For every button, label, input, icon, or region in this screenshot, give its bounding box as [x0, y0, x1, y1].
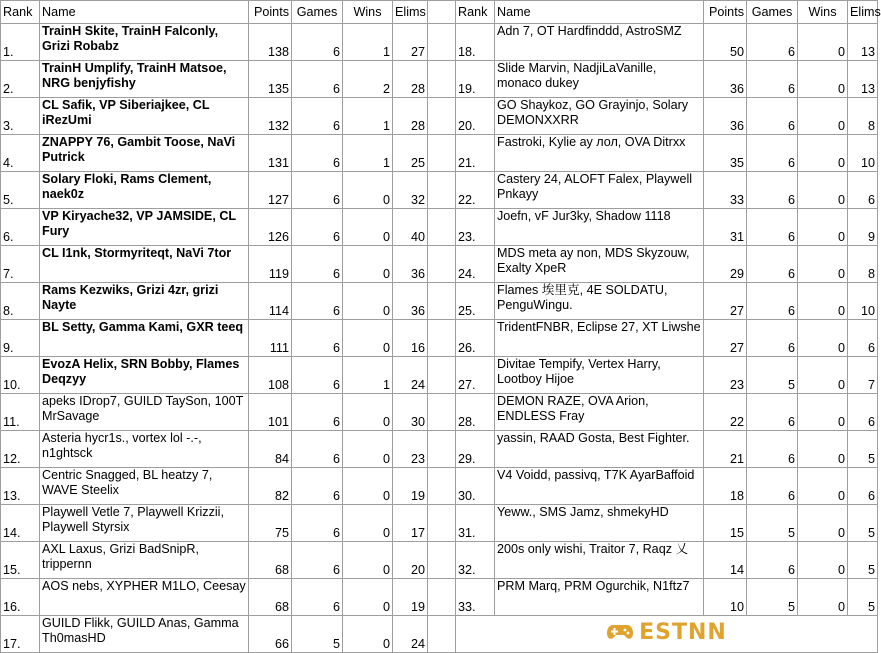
left-games-cell: 6 [292, 468, 343, 505]
right-games-cell: 6 [747, 320, 798, 357]
left-wins-cell: 0 [343, 283, 393, 320]
left-elims-cell: 17 [393, 505, 428, 542]
table-row [1, 468, 878, 505]
right-name-cell: yassin, RAAD Gosta, Best Fighter. [495, 431, 704, 468]
right-name-cell: TridentFNBR, Eclipse 27, XT Liwshe [495, 320, 704, 357]
left-wins-cell: 0 [343, 431, 393, 468]
right-name-cell: PRM Marq, PRM Ogurchik, N1ftz7 [495, 579, 704, 616]
header-wins: Wins [343, 1, 393, 24]
right-rank-cell: 20. [456, 98, 495, 135]
left-rank-cell: 2. [1, 61, 40, 98]
right-wins-cell: 0 [798, 357, 848, 394]
left-points-cell: 68 [249, 542, 292, 579]
left-rank-cell: 12. [1, 431, 40, 468]
right-elims-cell: 5 [848, 579, 878, 616]
table-row [1, 320, 878, 357]
left-wins-cell: 0 [343, 246, 393, 283]
column-gap [428, 542, 456, 579]
column-gap [428, 98, 456, 135]
right-wins-cell: 0 [798, 468, 848, 505]
right-points-cell: 27 [704, 283, 747, 320]
right-points-cell: 22 [704, 394, 747, 431]
right-wins-cell: 0 [798, 24, 848, 61]
header-points: Points [249, 1, 292, 24]
left-name-cell: VP Kiryache32, VP JAMSIDE, CL Fury [40, 209, 249, 246]
column-gap [428, 209, 456, 246]
right-name-cell: V4 Voidd, passivq, T7K AyarBaffoid [495, 468, 704, 505]
right-rank-cell: 19. [456, 61, 495, 98]
left-rank-cell: 11. [1, 394, 40, 431]
left-wins-cell: 0 [343, 209, 393, 246]
right-rank-cell: 18. [456, 24, 495, 61]
right-points-cell: 36 [704, 98, 747, 135]
left-wins-cell: 1 [343, 98, 393, 135]
left-wins-cell: 1 [343, 135, 393, 172]
left-points-cell: 101 [249, 394, 292, 431]
left-games-cell: 6 [292, 172, 343, 209]
left-elims-cell: 25 [393, 135, 428, 172]
gamepad-icon [606, 623, 634, 641]
right-games-cell: 6 [747, 283, 798, 320]
column-gap [428, 246, 456, 283]
header-elims: Elims [848, 1, 878, 24]
left-wins-cell: 0 [343, 172, 393, 209]
column-gap [428, 579, 456, 616]
left-elims-cell: 28 [393, 98, 428, 135]
left-points-cell: 66 [249, 616, 292, 653]
right-elims-cell: 6 [848, 320, 878, 357]
table-row [1, 209, 878, 246]
left-elims-cell: 24 [393, 616, 428, 653]
right-games-cell: 6 [747, 24, 798, 61]
table-row [1, 616, 878, 653]
left-elims-cell: 19 [393, 468, 428, 505]
right-games-cell: 6 [747, 246, 798, 283]
right-wins-cell: 0 [798, 246, 848, 283]
right-games-cell: 6 [747, 468, 798, 505]
right-points-cell: 35 [704, 135, 747, 172]
right-wins-cell: 0 [798, 209, 848, 246]
header-name: Name [495, 1, 704, 24]
right-elims-cell: 10 [848, 283, 878, 320]
left-wins-cell: 2 [343, 61, 393, 98]
table-row [1, 98, 878, 135]
header-name: Name [40, 1, 249, 24]
left-name-cell: AOS nebs, XYPHER M1LO, Ceesay [40, 579, 249, 616]
left-elims-cell: 28 [393, 61, 428, 98]
left-name-cell: CL Safik, VP Siberiajkee, CL iRezUmi [40, 98, 249, 135]
right-rank-cell: 21. [456, 135, 495, 172]
left-points-cell: 135 [249, 61, 292, 98]
right-points-cell: 50 [704, 24, 747, 61]
left-points-cell: 82 [249, 468, 292, 505]
right-games-cell: 6 [747, 209, 798, 246]
left-games-cell: 6 [292, 61, 343, 98]
right-elims-cell: 6 [848, 394, 878, 431]
left-rank-cell: 16. [1, 579, 40, 616]
right-name-cell: Fastroki, Kylie ау лол, OVA Ditrxx [495, 135, 704, 172]
right-rank-cell: 25. [456, 283, 495, 320]
right-games-cell: 6 [747, 172, 798, 209]
left-points-cell: 132 [249, 98, 292, 135]
column-gap [428, 24, 456, 61]
left-points-cell: 75 [249, 505, 292, 542]
right-elims-cell: 5 [848, 505, 878, 542]
header-wins: Wins [798, 1, 848, 24]
right-wins-cell: 0 [798, 98, 848, 135]
left-rank-cell: 6. [1, 209, 40, 246]
header-elims: Elims [393, 1, 428, 24]
left-points-cell: 108 [249, 357, 292, 394]
right-rank-cell: 32. [456, 542, 495, 579]
right-points-cell: 36 [704, 61, 747, 98]
right-wins-cell: 0 [798, 431, 848, 468]
left-elims-cell: 30 [393, 394, 428, 431]
right-rank-cell: 30. [456, 468, 495, 505]
left-games-cell: 5 [292, 616, 343, 653]
left-elims-cell: 19 [393, 579, 428, 616]
right-name-cell: Joefn, vF Jur3ky, Shadow 1118 [495, 209, 704, 246]
left-rank-cell: 8. [1, 283, 40, 320]
left-games-cell: 6 [292, 579, 343, 616]
left-elims-cell: 27 [393, 24, 428, 61]
right-games-cell: 5 [747, 357, 798, 394]
right-name-cell: Flames 埃里克, 4E SOLDATU, PenguWingu. [495, 283, 704, 320]
right-name-cell: 200s only wishi, Traitor 7, Raqz 乂 [495, 542, 704, 579]
left-wins-cell: 1 [343, 357, 393, 394]
left-name-cell: BL Setty, Gamma Kami, GXR teeq [40, 320, 249, 357]
left-name-cell: CL I1nk, Stormyriteqt, NaVi 7tor [40, 246, 249, 283]
left-rank-cell: 5. [1, 172, 40, 209]
right-wins-cell: 0 [798, 579, 848, 616]
right-wins-cell: 0 [798, 542, 848, 579]
left-elims-cell: 23 [393, 431, 428, 468]
header-games: Games [292, 1, 343, 24]
left-points-cell: 138 [249, 24, 292, 61]
left-wins-cell: 0 [343, 468, 393, 505]
right-wins-cell: 0 [798, 320, 848, 357]
left-games-cell: 6 [292, 542, 343, 579]
right-points-cell: 10 [704, 579, 747, 616]
left-points-cell: 114 [249, 283, 292, 320]
right-rank-cell: 27. [456, 357, 495, 394]
right-wins-cell: 0 [798, 135, 848, 172]
left-name-cell: apeks IDrop7, GUILD TaySon, 100T MrSavage [40, 394, 249, 431]
right-wins-cell: 0 [798, 505, 848, 542]
estnn-logo [606, 619, 727, 645]
right-rank-cell: 23. [456, 209, 495, 246]
right-name-cell: MDS meta ay non, MDS Skyzouw, Exalty XpeR [495, 246, 704, 283]
table-row [1, 24, 878, 61]
header-rank: Rank [456, 1, 495, 24]
left-name-cell: AXL Laxus, Grizi BadSnipR, trippernn [40, 542, 249, 579]
right-elims-cell: 8 [848, 98, 878, 135]
column-gap [428, 505, 456, 542]
left-games-cell: 6 [292, 24, 343, 61]
table-row [1, 542, 878, 579]
right-elims-cell: 6 [848, 172, 878, 209]
left-name-cell: Centric Snagged, BL heatzy 7, WAVE Steelix [40, 468, 249, 505]
left-points-cell: 126 [249, 209, 292, 246]
left-rank-cell: 10. [1, 357, 40, 394]
left-games-cell: 6 [292, 431, 343, 468]
left-elims-cell: 36 [393, 246, 428, 283]
left-points-cell: 127 [249, 172, 292, 209]
logo-cell [456, 616, 878, 653]
right-points-cell: 15 [704, 505, 747, 542]
left-rank-cell: 7. [1, 246, 40, 283]
right-points-cell: 29 [704, 246, 747, 283]
left-wins-cell: 0 [343, 320, 393, 357]
right-elims-cell: 13 [848, 61, 878, 98]
left-elims-cell: 36 [393, 283, 428, 320]
table-row [1, 246, 878, 283]
left-games-cell: 6 [292, 209, 343, 246]
column-gap [428, 61, 456, 98]
column-gap [428, 135, 456, 172]
right-points-cell: 21 [704, 431, 747, 468]
left-points-cell: 131 [249, 135, 292, 172]
right-games-cell: 6 [747, 135, 798, 172]
left-games-cell: 6 [292, 98, 343, 135]
left-points-cell: 119 [249, 246, 292, 283]
column-gap [428, 283, 456, 320]
right-points-cell: 27 [704, 320, 747, 357]
right-elims-cell: 6 [848, 468, 878, 505]
left-points-cell: 68 [249, 579, 292, 616]
left-name-cell: Playwell Vetle 7, Playwell Krizzii, Playwell Styrsix [40, 505, 249, 542]
right-name-cell: DEMON RAZE, OVA Arion, ENDLESS Fray [495, 394, 704, 431]
column-gap [428, 468, 456, 505]
right-games-cell: 6 [747, 98, 798, 135]
left-wins-cell: 0 [343, 394, 393, 431]
column-gap [428, 431, 456, 468]
left-rank-cell: 14. [1, 505, 40, 542]
column-gap [428, 357, 456, 394]
header-points: Points [704, 1, 747, 24]
column-gap [428, 320, 456, 357]
table-row [1, 505, 878, 542]
right-rank-cell: 24. [456, 246, 495, 283]
left-points-cell: 111 [249, 320, 292, 357]
left-wins-cell: 0 [343, 616, 393, 653]
left-games-cell: 6 [292, 246, 343, 283]
table-row [1, 579, 878, 616]
left-wins-cell: 0 [343, 542, 393, 579]
right-rank-cell: 29. [456, 431, 495, 468]
header-rank: Rank [1, 1, 40, 24]
right-name-cell: Castery 24, ALOFT Falex, Playwell Pnkayy [495, 172, 704, 209]
left-elims-cell: 24 [393, 357, 428, 394]
column-gap [428, 172, 456, 209]
right-name-cell: Divitae Tempify, Vertex Harry, Lootboy Hijoe [495, 357, 704, 394]
right-elims-cell: 5 [848, 431, 878, 468]
table-row [1, 172, 878, 209]
left-elims-cell: 32 [393, 172, 428, 209]
right-rank-cell: 31. [456, 505, 495, 542]
table-row [1, 431, 878, 468]
right-wins-cell: 0 [798, 172, 848, 209]
column-gap [428, 394, 456, 431]
right-games-cell: 6 [747, 61, 798, 98]
left-name-cell: Rams Kezwiks, Grizi 4zr, grizi Nayte [40, 283, 249, 320]
left-elims-cell: 20 [393, 542, 428, 579]
right-games-cell: 6 [747, 431, 798, 468]
left-name-cell: Asteria hycr1s., vortex lol -.-, n1ghtsck [40, 431, 249, 468]
right-games-cell: 5 [747, 505, 798, 542]
right-rank-cell: 28. [456, 394, 495, 431]
left-name-cell: EvozA Helix, SRN Bobby, Flames Deqzyy [40, 357, 249, 394]
right-elims-cell: 8 [848, 246, 878, 283]
left-wins-cell: 1 [343, 24, 393, 61]
left-games-cell: 6 [292, 505, 343, 542]
logo-text: ESTNN [639, 619, 727, 645]
column-gap [428, 616, 456, 653]
column-gap [428, 1, 456, 24]
left-name-cell: TrainH Umplify, TrainH Matsoe, NRG benjyfishy [40, 61, 249, 98]
right-wins-cell: 0 [798, 61, 848, 98]
left-wins-cell: 0 [343, 579, 393, 616]
right-points-cell: 23 [704, 357, 747, 394]
left-rank-cell: 15. [1, 542, 40, 579]
right-points-cell: 31 [704, 209, 747, 246]
left-games-cell: 6 [292, 283, 343, 320]
left-rank-cell: 17. [1, 616, 40, 653]
right-rank-cell: 22. [456, 172, 495, 209]
left-name-cell: GUILD Flikk, GUILD Anas, Gamma Th0masHD [40, 616, 249, 653]
left-rank-cell: 13. [1, 468, 40, 505]
right-name-cell: Slide Marvin, NadjiLaVanille, monaco dukey [495, 61, 704, 98]
left-name-cell: TrainH Skite, TrainH Falconly, Grizi Robabz [40, 24, 249, 61]
header-games: Games [747, 1, 798, 24]
left-games-cell: 6 [292, 357, 343, 394]
right-games-cell: 6 [747, 394, 798, 431]
right-points-cell: 14 [704, 542, 747, 579]
table-row [1, 135, 878, 172]
right-name-cell: Adn 7, OT Hardfinddd, AstroSMZ [495, 24, 704, 61]
right-rank-cell: 33. [456, 579, 495, 616]
left-wins-cell: 0 [343, 505, 393, 542]
right-elims-cell: 9 [848, 209, 878, 246]
table-row [1, 61, 878, 98]
right-games-cell: 5 [747, 579, 798, 616]
table-row [1, 394, 878, 431]
left-name-cell: ZNAPPY 76, Gambit Toose, NaVi Putrick [40, 135, 249, 172]
right-wins-cell: 0 [798, 394, 848, 431]
right-elims-cell: 10 [848, 135, 878, 172]
right-rank-cell: 26. [456, 320, 495, 357]
left-rank-cell: 4. [1, 135, 40, 172]
right-elims-cell: 13 [848, 24, 878, 61]
right-wins-cell: 0 [798, 283, 848, 320]
right-points-cell: 18 [704, 468, 747, 505]
header-row [1, 1, 878, 24]
right-elims-cell: 7 [848, 357, 878, 394]
left-elims-cell: 16 [393, 320, 428, 357]
table-row [1, 283, 878, 320]
right-points-cell: 33 [704, 172, 747, 209]
left-rank-cell: 3. [1, 98, 40, 135]
left-name-cell: Solary Floki, Rams Clement, naek0z [40, 172, 249, 209]
right-name-cell: GO Shaykoz, GO Grayinjo, Solary DEMONXXRR [495, 98, 704, 135]
left-points-cell: 84 [249, 431, 292, 468]
right-elims-cell: 5 [848, 542, 878, 579]
left-elims-cell: 40 [393, 209, 428, 246]
right-name-cell: Yeww., SMS Jamz, shmekyHD [495, 505, 704, 542]
left-games-cell: 6 [292, 135, 343, 172]
left-games-cell: 6 [292, 394, 343, 431]
left-rank-cell: 1. [1, 24, 40, 61]
table-row [1, 357, 878, 394]
right-games-cell: 6 [747, 542, 798, 579]
left-games-cell: 6 [292, 320, 343, 357]
left-rank-cell: 9. [1, 320, 40, 357]
